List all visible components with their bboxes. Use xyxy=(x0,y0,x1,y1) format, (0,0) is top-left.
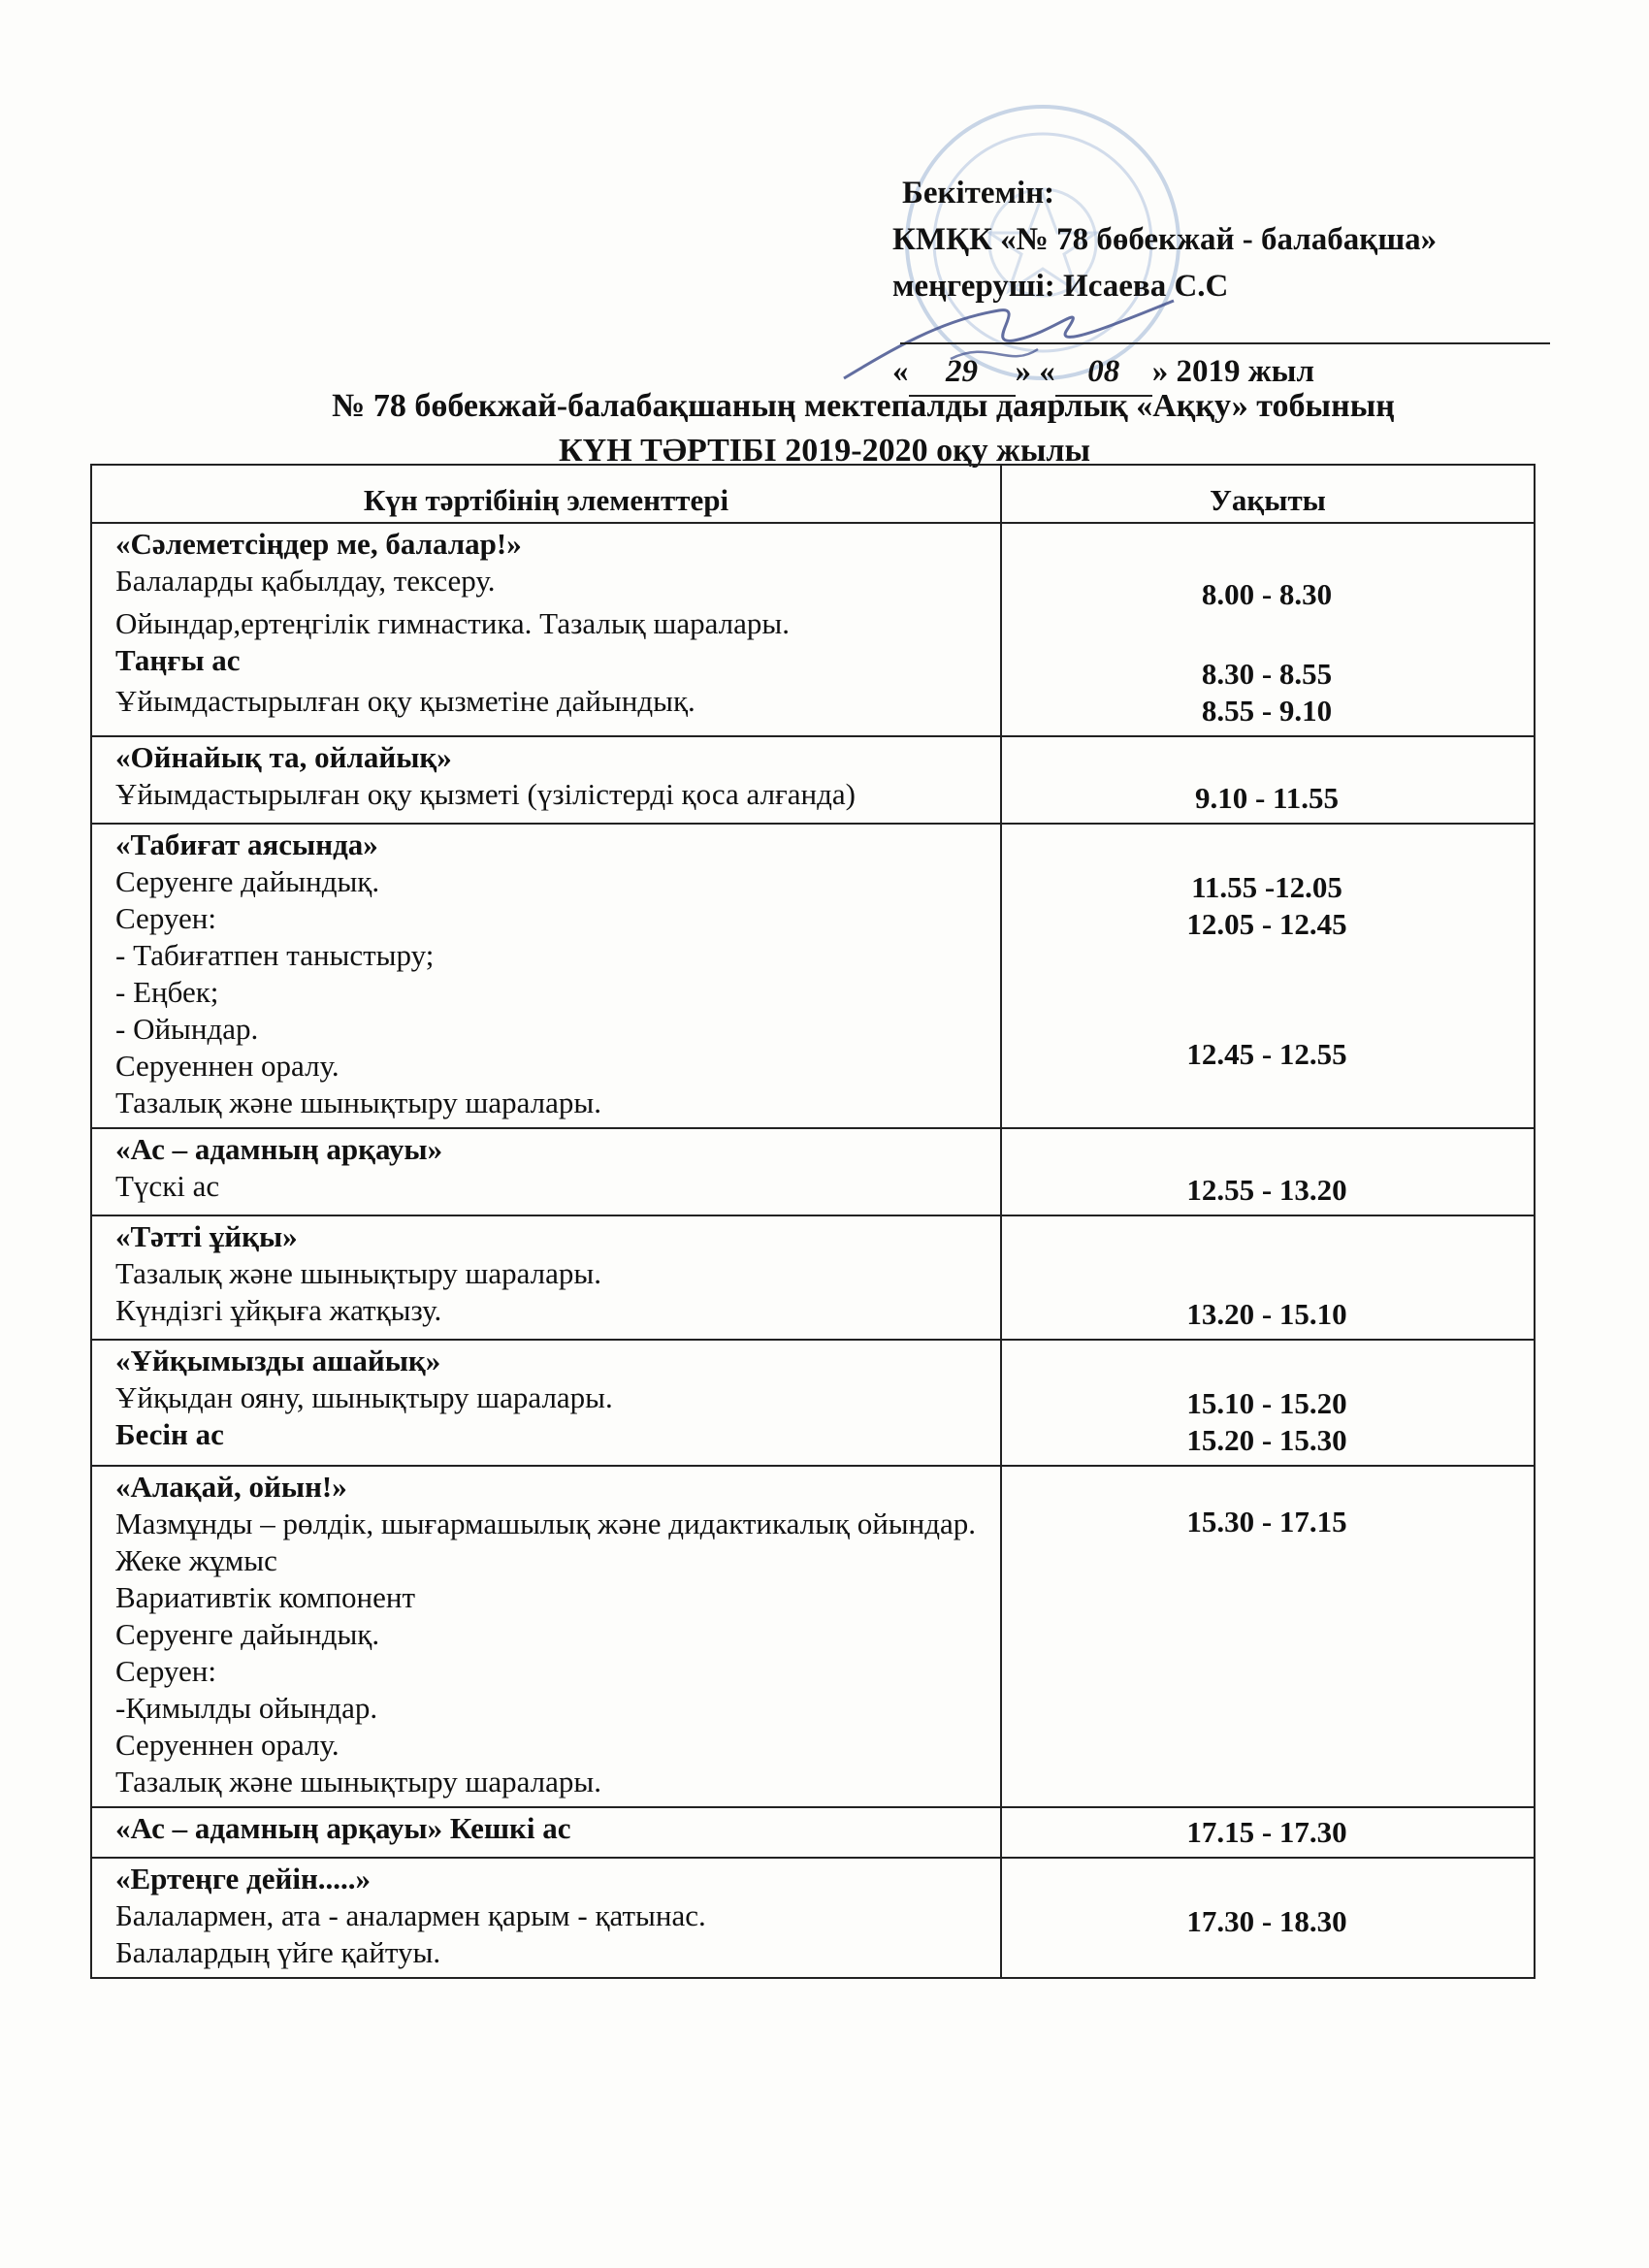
section-title: «Тәтті ұйқы» xyxy=(115,1219,298,1253)
table-row xyxy=(91,1858,1535,1978)
time-cell xyxy=(1001,1466,1535,1807)
time-value: 11.55 -12.05 xyxy=(1191,870,1342,904)
time-cell xyxy=(1001,1858,1535,1978)
time-value: 8.55 - 9.10 xyxy=(1201,694,1333,728)
approval-org: КМҚК «№ 78 бөбекжай - балабақша» xyxy=(892,222,1438,257)
activity-line: Серуен: xyxy=(115,901,216,935)
activity-line: Бесін ас xyxy=(115,1417,224,1451)
activity-line: Вариативтік компонент xyxy=(115,1580,416,1614)
time-value: 15.10 - 15.20 xyxy=(1186,1386,1347,1420)
time-cell xyxy=(1001,1807,1535,1858)
activity-line: Жеке жұмыс xyxy=(115,1543,277,1577)
section-title: «Алақай, ойын!» xyxy=(115,1470,347,1504)
table-row xyxy=(91,1128,1535,1215)
table-row xyxy=(91,523,1535,736)
activity-line: Күндізгі ұйқыға жатқызу. xyxy=(115,1293,442,1327)
activity-cell xyxy=(91,736,1001,824)
activity-line: Таңғы ас xyxy=(115,643,241,677)
heading-schedule-title: КҮН ТӘРТІБІ 2019-2020 оқу жылы xyxy=(559,433,1090,469)
table-row xyxy=(91,1340,1535,1466)
column-header-time: Уақыты xyxy=(1001,465,1535,523)
section-title: «Ас – адамның арқауы» xyxy=(115,1132,443,1166)
schedule-table xyxy=(90,464,1536,1979)
activity-line: Балаларды қабылдау, тексеру. xyxy=(115,564,496,598)
activity-line: - Ойындар. xyxy=(115,1012,259,1046)
activity-line: Серуенге дайындық. xyxy=(115,1617,380,1651)
activity-line: Тазалық және шынықтыру шаралары. xyxy=(115,1256,601,1290)
time-cell xyxy=(1001,736,1535,824)
table-row xyxy=(91,1466,1535,1807)
table-row xyxy=(91,1215,1535,1340)
activity-line: Серуеннен оралу. xyxy=(115,1728,340,1762)
activity-line: Тазалық және шынықтыру шаралары. xyxy=(115,1085,601,1119)
table-header-row xyxy=(91,465,1535,523)
activity-line: Түскі ас xyxy=(115,1169,220,1203)
date-day: 29 xyxy=(909,348,1016,397)
heading-group: № 78 бөбекжай-балабақшаның мектепалды даярлық «Аққу» тобының xyxy=(332,388,1395,424)
section-title: «Ойнайық та, ойлайық» xyxy=(115,740,452,774)
section-title: «Ұйқымызды ашайық» xyxy=(115,1344,441,1377)
section-title: «Сәлеметсіңдер ме, балалар!» xyxy=(115,527,522,561)
time-cell xyxy=(1001,1340,1535,1466)
activity-cell xyxy=(91,1466,1001,1807)
activity-cell xyxy=(91,1128,1001,1215)
table-row xyxy=(91,736,1535,824)
approval-block xyxy=(892,170,1571,389)
activity-cell xyxy=(91,1340,1001,1466)
section-title: «Табиғат аясында» xyxy=(115,827,378,861)
activity-line: Ойындар,ертеңгілік гимнастика. Тазалық шаралары. xyxy=(115,606,790,640)
activity-line: Серуенге дайындық. xyxy=(115,864,380,898)
time-value: 12.55 - 13.20 xyxy=(1186,1173,1347,1207)
time-value: 9.10 - 11.55 xyxy=(1194,781,1340,815)
activity-line: - Табиғатпен таныстыру; xyxy=(115,938,435,972)
activity-line: Ұйымдастырылған оқу қызметі (үзілістерді қоса алғанда) xyxy=(115,777,856,811)
time-value: 17.30 - 18.30 xyxy=(1186,1904,1347,1938)
activity-line: - Еңбек; xyxy=(115,975,219,1009)
column-header-elements: Күн тәртібінің элементтері xyxy=(91,465,1001,523)
activity-cell xyxy=(91,1807,1001,1858)
activity-line: Ұйымдастырылған оқу қызметіне дайындық. xyxy=(115,684,695,718)
time-value: 8.30 - 8.55 xyxy=(1201,657,1333,691)
activity-line: Серуеннен оралу. xyxy=(115,1049,340,1083)
activity-cell xyxy=(91,1858,1001,1978)
activity-cell xyxy=(91,824,1001,1128)
section-title: «Ертеңге дейін.....» xyxy=(115,1862,372,1895)
time-cell xyxy=(1001,1128,1535,1215)
approval-title: Бекітемін: xyxy=(902,176,1055,211)
time-value: 8.00 - 8.30 xyxy=(1201,577,1333,611)
table-row xyxy=(91,824,1535,1128)
activity-line: Балалармен, ата - аналармен қарым - қатынас. xyxy=(115,1898,706,1932)
time-cell xyxy=(1001,824,1535,1128)
table-row xyxy=(91,1807,1535,1858)
signature-line xyxy=(900,342,1550,344)
section-title: «Ас – адамның арқауы» Кешкі ас xyxy=(115,1811,571,1845)
time-value: 12.05 - 12.45 xyxy=(1186,907,1347,941)
approval-manager: меңгеруші: Исаева С.С xyxy=(892,269,1229,304)
activity-line: Тазалық және шынықтыру шаралары. xyxy=(115,1765,601,1798)
date-month: 08 xyxy=(1055,348,1152,397)
activity-cell xyxy=(91,1215,1001,1340)
time-cell xyxy=(1001,523,1535,736)
activity-line: Балалардың үйге қайтуы. xyxy=(115,1935,441,1969)
activity-line: Мазмұнды – рөлдік, шығармашылық және дидактикалық ойындар. xyxy=(115,1507,977,1540)
activity-line: Серуен: xyxy=(115,1654,216,1688)
time-value: 15.20 - 15.30 xyxy=(1186,1423,1347,1457)
activity-cell xyxy=(91,523,1001,736)
time-value: 15.30 - 17.15 xyxy=(1186,1505,1347,1539)
time-value: 12.45 - 12.55 xyxy=(1186,1037,1347,1071)
time-value: 13.20 - 15.10 xyxy=(1186,1297,1347,1331)
time-value: 17.15 - 17.30 xyxy=(1186,1815,1347,1849)
time-cell xyxy=(1001,1215,1535,1340)
activity-line: Ұйқыдан ояну, шынықтыру шаралары. xyxy=(115,1380,613,1414)
approval-date: « 29 » « 08 » 2019 жыл xyxy=(892,348,1591,397)
activity-line: -Қимылды ойындар. xyxy=(115,1691,378,1725)
